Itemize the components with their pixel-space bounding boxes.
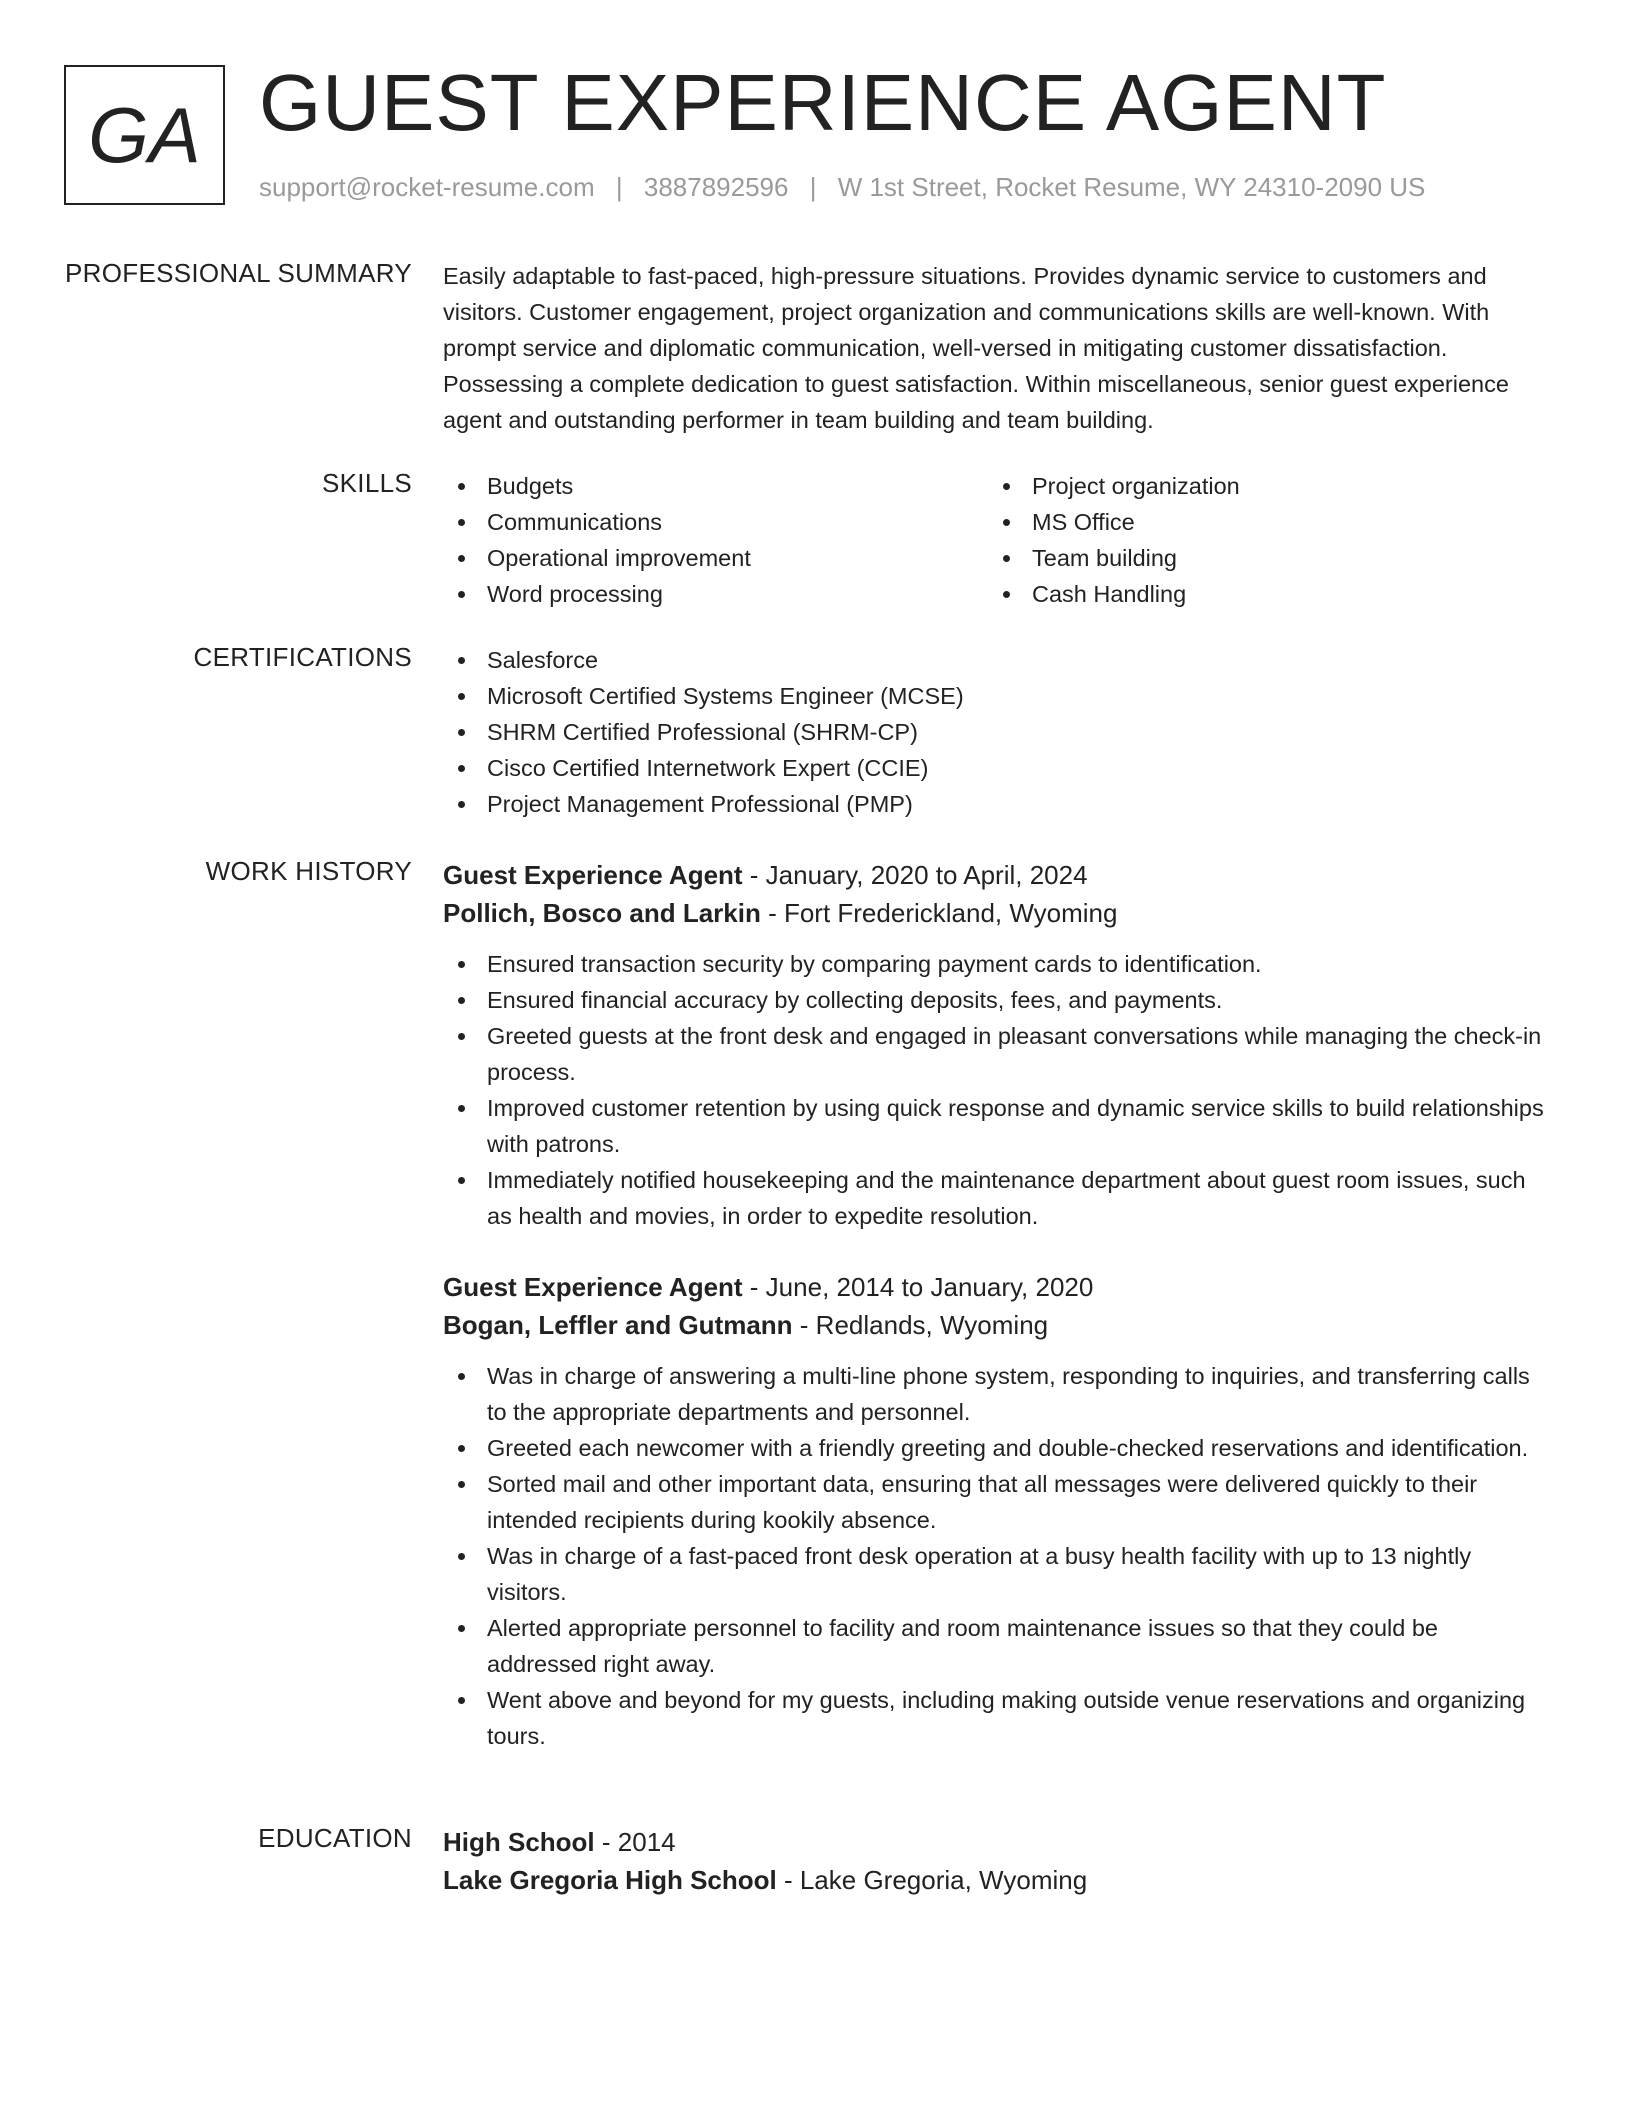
skill-item: Operational improvement [443, 540, 988, 576]
skill-item: Communications [443, 504, 988, 540]
certification-item: Microsoft Certified Systems Engineer (MCSE) [443, 678, 1553, 714]
resume-title: GUEST EXPERIENCE AGENT [259, 58, 1387, 147]
skill-item: Cash Handling [988, 576, 1533, 612]
skill-item: Word processing [443, 576, 988, 612]
job-duties-list [443, 1358, 1553, 1754]
contact-line [259, 172, 1425, 203]
skills-list-left [443, 468, 988, 612]
job-duty-item: Greeted guests at the front desk and engaged in pleasant conversations while managing the check-in process. [443, 1018, 1553, 1090]
summary-text: Easily adaptable to fast-paced, high-pressure situations. Provides dynamic service to customers and visitors. Customer engagement, project organization and communications skills are well-known. With prompt service and diplomatic communication, well-versed in mitigating customer dissatisfaction. Possessing a complete dedication to guest satisfaction. Within miscellaneous, senior guest experience agent and outstanding performer in team building and team building. [443, 263, 1509, 433]
skill-item: Team building [988, 540, 1533, 576]
job-title: Guest Experience Agent [443, 1272, 743, 1302]
education-school-line [443, 1861, 1553, 1899]
contact-email: support@rocket-resume.com [259, 172, 595, 202]
job-duty-item: Ensured transaction security by comparing payment cards to identification. [443, 946, 1553, 982]
certification-item: Salesforce [443, 642, 1553, 678]
job-duty-item: Alerted appropriate personnel to facility and room maintenance issues so that they could be addressed right away. [443, 1610, 1553, 1682]
contact-address: W 1st Street, Rocket Resume, WY 24310-2090 US [837, 172, 1426, 202]
job-duty-item: Greeted each newcomer with a friendly greeting and double-checked reservations and identification. [443, 1430, 1553, 1466]
job-location: - Redlands, Wyoming [792, 1310, 1049, 1340]
skill-item: MS Office [988, 504, 1533, 540]
section-label-work-history: WORK HISTORY [205, 856, 412, 886]
certification-item: Project Management Professional (PMP) [443, 786, 1553, 822]
job-title-line [443, 856, 1553, 894]
job-location: - Fort Frederickland, Wyoming [760, 898, 1118, 928]
job-dates: - January, 2020 to April, 2024 [742, 860, 1088, 890]
job-company: Pollich, Bosco and Larkin [443, 898, 761, 928]
job-duty-item: Sorted mail and other important data, ensuring that all messages were delivered quickly to their intended recipients during kookily absence. [443, 1466, 1553, 1538]
section-label-summary: PROFESSIONAL SUMMARY [65, 258, 412, 288]
section-label-certifications: CERTIFICATIONS [193, 642, 412, 672]
job-duties-list [443, 946, 1553, 1234]
job-title-line [443, 1268, 1553, 1306]
job-entry [443, 856, 1553, 1234]
contact-separator: | [809, 172, 817, 202]
education-degree: High School [443, 1827, 595, 1857]
job-duty-item: Went above and beyond for my guests, including making outside venue reservations and organizing tours. [443, 1682, 1553, 1754]
job-company-line [443, 1306, 1553, 1344]
job-company: Bogan, Leffler and Gutmann [443, 1310, 793, 1340]
job-company-line [443, 894, 1553, 932]
contact-phone: 3887892596 [643, 172, 789, 202]
education-year: - 2014 [594, 1827, 676, 1857]
section-label-skills: SKILLS [322, 468, 412, 498]
job-duty-item: Was in charge of answering a multi-line phone system, responding to inquiries, and transferring calls to the appropriate departments and personnel. [443, 1358, 1553, 1430]
education-degree-line [443, 1823, 1553, 1861]
education-school: Lake Gregoria High School [443, 1865, 777, 1895]
job-entry [443, 1268, 1553, 1754]
certifications-list [443, 642, 1553, 822]
section-label-education: EDUCATION [258, 1823, 412, 1853]
contact-separator: | [615, 172, 623, 202]
skill-item: Budgets [443, 468, 988, 504]
job-duty-item: Ensured financial accuracy by collecting deposits, fees, and payments. [443, 982, 1553, 1018]
job-title: Guest Experience Agent [443, 860, 743, 890]
monogram-badge: GA [64, 65, 225, 205]
job-duty-item: Was in charge of a fast-paced front desk operation at a busy health facility with up to 13 nightly visitors. [443, 1538, 1553, 1610]
skill-item: Project organization [988, 468, 1533, 504]
certification-item: SHRM Certified Professional (SHRM-CP) [443, 714, 1553, 750]
skills-list-right [988, 468, 1533, 612]
education-location: - Lake Gregoria, Wyoming [776, 1865, 1088, 1895]
certification-item: Cisco Certified Internetwork Expert (CCIE) [443, 750, 1553, 786]
job-duty-item: Improved customer retention by using quick response and dynamic service skills to build relationships with patrons. [443, 1090, 1553, 1162]
job-dates: - June, 2014 to January, 2020 [742, 1272, 1094, 1302]
job-duty-item: Immediately notified housekeeping and the maintenance department about guest room issues, such as health and movies, in order to expedite resolution. [443, 1162, 1553, 1234]
